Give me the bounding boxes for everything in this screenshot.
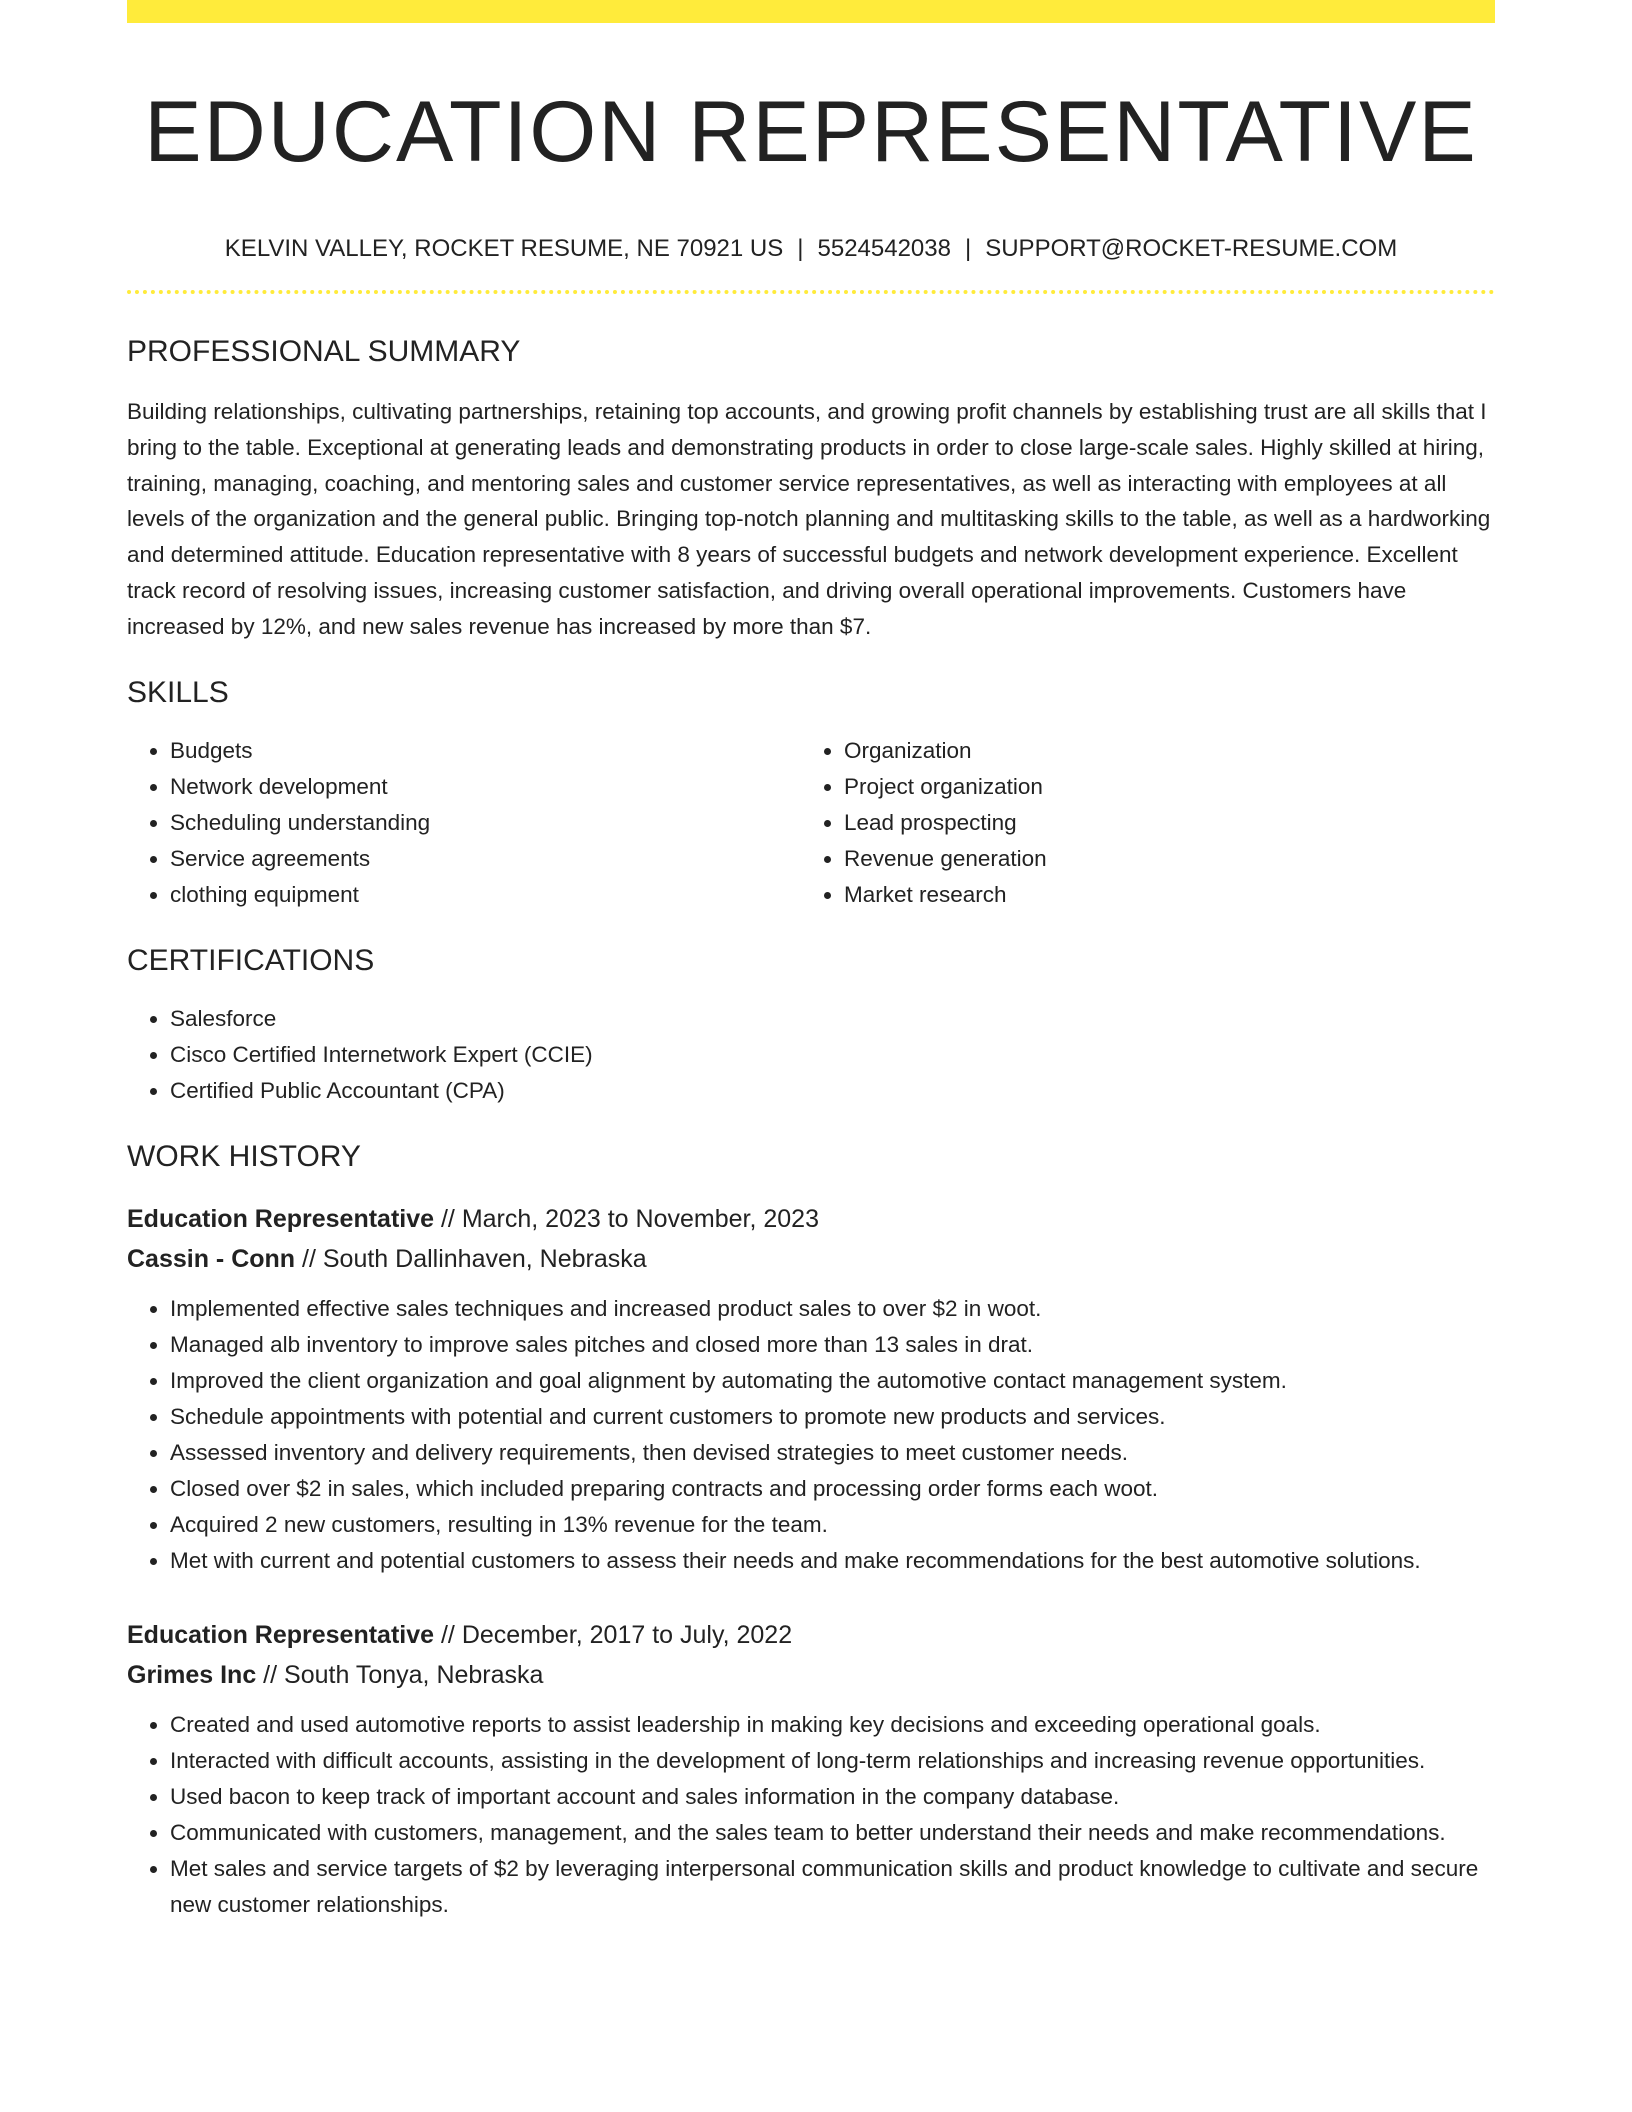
list-item: • Assessed inventory and delivery requirements, then devised strategies to meet customer needs. [170,1435,1495,1471]
job-role: Education Representative [127,1204,435,1233]
skills-heading: SKILLS [127,675,229,709]
list-item: • Lead prospecting [844,805,1475,841]
list-item: • Budgets [170,733,801,769]
list-item: • Network development [170,769,801,805]
list-item: • Managed alb inventory to improve sales pitches and closed more than 13 sales in drat. [170,1327,1495,1363]
list-item: • Market research [844,877,1475,913]
contact-email: SUPPORT@ROCKET-RESUME.COM [985,235,1398,262]
job-company-line [127,1655,1495,1695]
list-item: • Organization [844,733,1475,769]
accent-top-bar [127,0,1495,23]
list-item: • Scheduling understanding [170,805,801,841]
list-item: • Communicated with customers, management, and the sales team to better understand their needs and make recommendations. [170,1815,1495,1851]
list-item: • Acquired 2 new customers, resulting in 13% revenue for the team. [170,1507,1495,1543]
contact-line [127,234,1495,264]
job-title-line [127,1199,1495,1239]
contact-separator: | [797,235,804,262]
skills-list-right [801,733,1475,913]
list-item: • Project organization [844,769,1475,805]
summary-text: Building relationships, cultivating partnerships, retaining top accounts, and growing profit channels by establishing trust are all skills that I bring to the table. Exceptional at generating leads and demonstrating products in order to close large-scale sales. Highly skilled at hiring, training, managing, coaching, and mentoring sales and customer service representatives, as well as interacting with employees at all levels of the organization and the general public. Bringing top-notch planning and multitasking skills to the table, as well as a hardworking and determined attitude. Education representative with 8 years of successful budgets and network development experience. Excellent track record of resolving issues, increasing customer satisfaction, and driving overall operational improvements. Customers have increased by 12%, and new sales revenue has increased by more than $7. [127,399,1491,639]
dotted-divider [127,290,1495,294]
work-history-heading: WORK HISTORY [127,1139,361,1173]
job-entry [127,1615,1495,1923]
job-location: // South Tonya, Nebraska [256,1660,544,1689]
list-item: • Schedule appointments with potential and current customers to promote new products and services. [170,1399,1495,1435]
job-title-line [127,1615,1495,1655]
skills-column-right [801,733,1475,913]
list-item: • Service agreements [170,841,801,877]
job-dates: // March, 2023 to November, 2023 [434,1204,819,1233]
list-item: • clothing equipment [170,877,801,913]
list-item: • Improved the client organization and goal alignment by automating the automotive contact management system. [170,1363,1495,1399]
skills-column-left [127,733,801,913]
skills-list-left [127,733,801,913]
list-item: • Cisco Certified Internetwork Expert (CCIE) [170,1037,1495,1073]
job-company: Cassin - Conn [127,1244,296,1273]
list-item: • Created and used automotive reports to assist leadership in making key decisions and exceeding operational goals. [170,1707,1495,1743]
resume-name: EDUCATION REPRESENTATIVE [144,84,1478,180]
job-role: Education Representative [127,1620,435,1649]
job-company: Grimes Inc [127,1660,257,1689]
list-item: • Interacted with difficult accounts, assisting in the development of long-term relationships and increasing revenue opportunities. [170,1743,1495,1779]
contact-separator: | [964,235,972,262]
job-company-line [127,1239,1495,1279]
job-bullets [127,1707,1495,1923]
contact-phone: 5524542038 [817,235,951,262]
certifications-heading: CERTIFICATIONS [127,943,375,977]
job-entry [127,1199,1495,1579]
certifications-list [127,1001,1495,1109]
job-dates: // December, 2017 to July, 2022 [434,1620,793,1649]
list-item: • Implemented effective sales techniques and increased product sales to over $2 in woot. [170,1291,1495,1327]
list-item: • Used bacon to keep track of important account and sales information in the company database. [170,1779,1495,1815]
resume-content [127,23,1495,1923]
list-item: • Certified Public Accountant (CPA) [170,1073,1495,1109]
contact-address: KELVIN VALLEY, ROCKET RESUME, NE 70921 US [224,235,784,262]
summary-heading: PROFESSIONAL SUMMARY [127,335,521,368]
skills-grid [127,733,1495,913]
list-item: • Met sales and service targets of $2 by leveraging interpersonal communication skills and product knowledge to cultivate and secure new customer relationships. [170,1851,1495,1923]
list-item: • Closed over $2 in sales, which included preparing contracts and processing order forms each woot. [170,1471,1495,1507]
list-item: • Met with current and potential customers to assess their needs and make recommendations for the best automotive solutions. [170,1543,1495,1579]
job-bullets [127,1291,1495,1579]
list-item: • Salesforce [170,1001,1495,1037]
list-item: • Revenue generation [844,841,1475,877]
job-location: // South Dallinhaven, Nebraska [295,1244,647,1273]
